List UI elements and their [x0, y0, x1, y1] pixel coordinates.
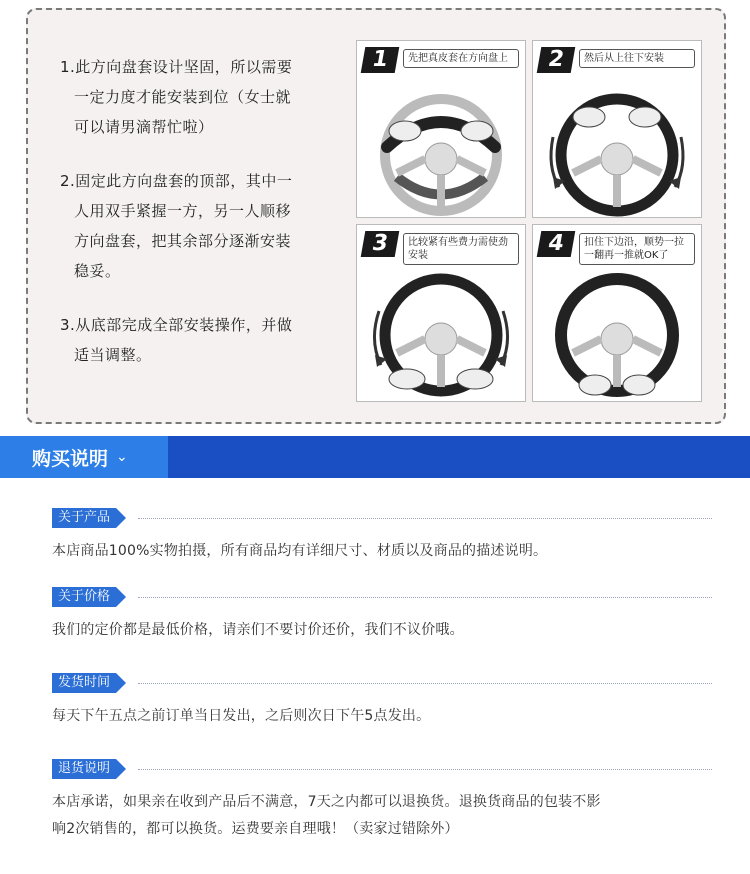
steering-wheel-icon — [533, 261, 701, 401]
purchase-header-bar — [0, 436, 750, 478]
illustration-step-4 — [532, 224, 702, 402]
installation-steps-text — [60, 52, 340, 394]
section-label: 退货说明 — [52, 759, 116, 779]
steering-wheel-icon — [357, 77, 525, 217]
step-1-text: 1.此方向盘套设计坚固，所以需要 一定力度才能安装到位（女士就 可以请男滴帮忙啦） — [60, 58, 293, 136]
divider — [138, 769, 712, 770]
illustration-step-2 — [532, 40, 702, 218]
step-number: 2 — [537, 47, 576, 73]
purchase-title: 购买说明 — [32, 447, 109, 470]
divider — [138, 597, 712, 598]
section-label: 关于价格 — [52, 587, 116, 607]
step-caption: 比较紧有些费力需使劲安装 — [403, 233, 519, 265]
section-text: 本店商品100%实物拍摄，所有商品均有详细尺寸、材质以及商品的描述说明。 — [52, 543, 548, 559]
step-number: 3 — [361, 231, 400, 257]
divider — [138, 683, 712, 684]
installation-instructions — [26, 8, 726, 424]
section-label: 关于产品 — [52, 508, 116, 528]
section-return-policy — [52, 759, 712, 843]
illustration-step-1 — [356, 40, 526, 218]
steering-wheel-icon — [357, 261, 525, 401]
section-text: 我们的定价都是最低价格，请亲们不要讨价还价，我们不议价哦。 — [52, 622, 464, 638]
step-3-text: 3.从底部完成全部安装操作，并做 适当调整。 — [60, 316, 293, 364]
section-label: 发货时间 — [52, 673, 116, 693]
section-text: 每天下午五点之前订单当日发出，之后则次日下午5点发出。 — [52, 708, 431, 724]
purchase-header-tab — [0, 436, 168, 478]
step-caption: 扣住下边沿，顺势一拉一翻再一推就OK了 — [579, 233, 695, 265]
step-number: 1 — [361, 47, 400, 73]
chevron-down-icon: ⌄ — [116, 449, 128, 465]
installation-illustrations — [356, 40, 708, 402]
step-caption: 先把真皮套在方向盘上 — [403, 49, 519, 68]
step-caption: 然后从上往下安装 — [579, 49, 695, 68]
steering-wheel-icon — [533, 77, 701, 217]
section-about-price — [52, 587, 712, 644]
divider — [138, 518, 712, 519]
illustration-step-3 — [356, 224, 526, 402]
step-number: 4 — [537, 231, 576, 257]
section-shipping-time — [52, 673, 712, 730]
section-text: 本店承诺，如果亲在收到产品后不满意，7天之内都可以退换货。退换货商品的包装不影 响2次销售的，都可以换货。运费要亲自理哦！（卖家过错除外） — [52, 794, 601, 837]
section-about-product — [52, 508, 712, 565]
step-2-text: 2.固定此方向盘套的顶部，其中一 人用双手紧握一方，另一人顺移 方向盘套，把其余部分逐渐安装 稳妥。 — [60, 172, 293, 280]
